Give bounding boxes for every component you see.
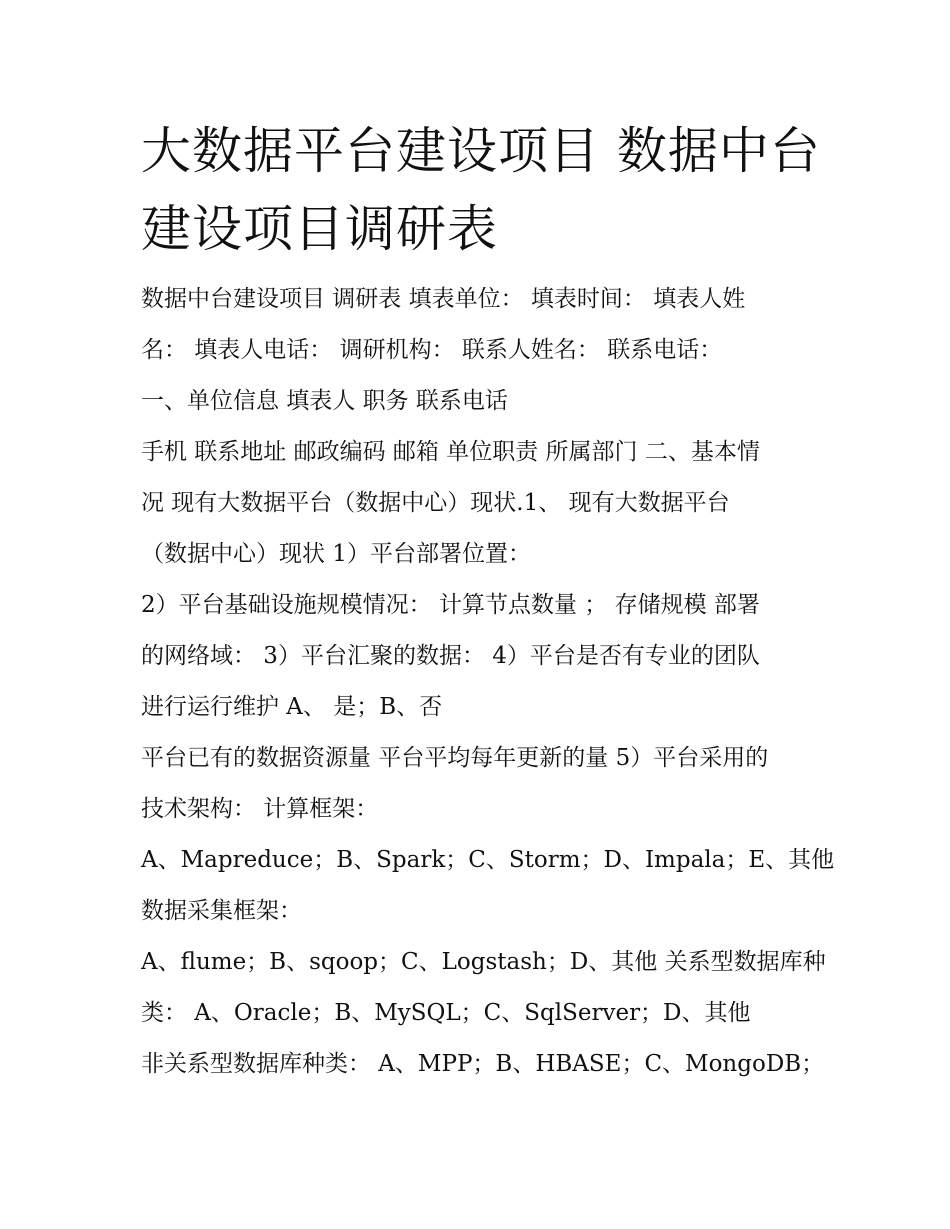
title-line: 建设项目调研表 bbox=[141, 200, 498, 258]
body-line: 数据中台建设项目 调研表 填表单位： 填表时间： 填表人姓 bbox=[141, 286, 746, 312]
body-line: 一、单位信息 填表人 职务 联系电话 bbox=[141, 388, 508, 414]
body-line: A、Mapreduce；B、Spark；C、Storm；D、Impala；E、其他 bbox=[141, 847, 835, 873]
body-line: 2）平台基础设施规模情况： 计算节点数量 ； 存储规模 部署 bbox=[141, 592, 760, 618]
body-line: 况 现有大数据平台（数据中心）现状.1、 现有大数据平台 bbox=[141, 490, 730, 516]
body-line: 进行运行维护 A、 是；B、否 bbox=[141, 694, 443, 720]
body-line: 平台已有的数据资源量 平台平均每年更新的量 5）平台采用的 bbox=[141, 745, 769, 771]
body-line: 类： A、Oracle；B、MySQL；C、SqlServer；D、其他 bbox=[141, 1000, 751, 1026]
body-line: 的网络域： 3）平台汇聚的数据： 4）平台是否有专业的团队 bbox=[141, 643, 760, 669]
body-line: （数据中心）现状 1）平台部署位置： bbox=[141, 541, 531, 567]
document-body bbox=[141, 274, 835, 1090]
body-line: A、flume；B、sqoop；C、Logstash；D、其他 关系型数据库种 bbox=[141, 949, 826, 975]
title-line: 大数据平台建设项目 数据中台 bbox=[141, 122, 821, 180]
body-line: 手机 联系地址 邮政编码 邮箱 单位职责 所属部门 二、基本情 bbox=[141, 439, 760, 465]
body-line: 名： 填表人电话： 调研机构： 联系人姓名： 联系电话： bbox=[141, 337, 723, 363]
body-line: 非关系型数据库种类： A、MPP；B、HBASE；C、MongoDB； bbox=[141, 1051, 825, 1077]
body-line: 数据采集框架： bbox=[141, 898, 302, 924]
document-title bbox=[141, 112, 841, 268]
body-line: 技术架构： 计算框架： bbox=[141, 796, 379, 822]
